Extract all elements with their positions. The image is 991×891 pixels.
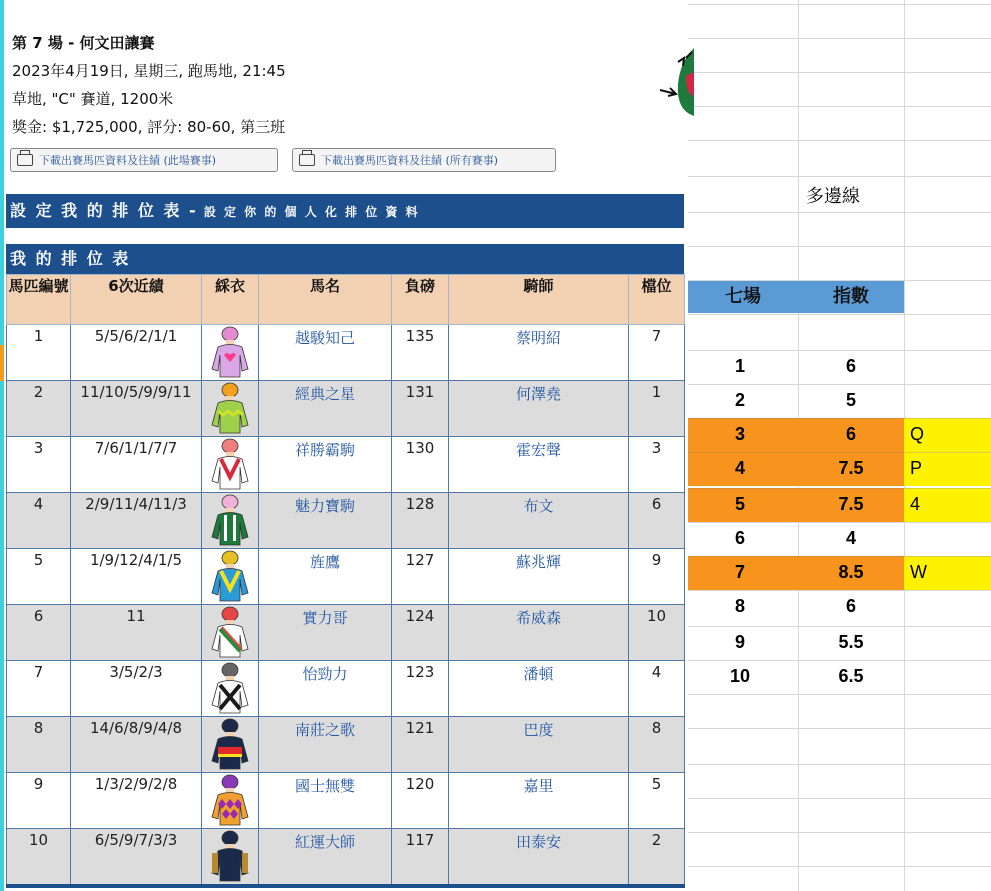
horse-jockey[interactable]: 何澤堯 <box>449 381 629 437</box>
sheet-race-cell[interactable]: 10 <box>729 666 751 686</box>
table-row <box>7 661 685 717</box>
sheet-mark-cell[interactable]: 4 <box>910 494 921 514</box>
table-row <box>7 437 685 493</box>
race-prize: 獎金: $1,725,000, 評分: 80-60, 第三班 <box>12 118 286 136</box>
jockey-silk-icon <box>208 381 252 435</box>
horse-name[interactable]: 南莊之歌 <box>259 717 392 773</box>
sheet-index-cell[interactable]: 7.5 <box>838 494 864 514</box>
col-draw[interactable]: 檔位 <box>629 275 685 325</box>
table-row <box>7 717 685 773</box>
horse-weight: 135 <box>392 325 449 381</box>
horse-no: 4 <box>7 493 71 549</box>
horse-draw: 4 <box>629 661 685 717</box>
table-row <box>7 605 685 661</box>
download-all-races-label: 下載出賽馬匹資料及往績 (所有賽事) <box>321 154 499 167</box>
table-row <box>7 829 685 887</box>
horse-jockey[interactable]: 布文 <box>449 493 629 549</box>
horse-silk <box>202 717 259 773</box>
sheet-race-cell[interactable]: 3 <box>734 424 745 444</box>
horse-name[interactable]: 經典之星 <box>259 381 392 437</box>
sheet-race-cell[interactable]: 7 <box>734 562 745 582</box>
jockey-silk-icon <box>208 605 252 659</box>
table-row <box>7 493 685 549</box>
table-header-row <box>7 275 685 325</box>
horse-no: 5 <box>7 549 71 605</box>
sheet-header-race[interactable]: 七場 <box>688 281 798 313</box>
selection-edge <box>0 0 4 891</box>
sheet-mark-cell[interactable]: P <box>910 458 923 478</box>
table-row <box>7 773 685 829</box>
horse-silk <box>202 549 259 605</box>
horse-no: 6 <box>7 605 71 661</box>
horse-weight: 131 <box>392 381 449 437</box>
col-form[interactable]: 6次近績 <box>71 275 202 325</box>
horse-silk <box>202 773 259 829</box>
horse-no: 10 <box>7 829 71 887</box>
sheet-index-cell[interactable]: 8.5 <box>838 562 864 582</box>
horse-weight: 127 <box>392 549 449 605</box>
horse-jockey[interactable]: 霍宏聲 <box>449 437 629 493</box>
horse-name[interactable]: 越駿知己 <box>259 325 392 381</box>
multi-line-label[interactable]: 多邊線 <box>806 186 860 207</box>
race-title: 第 7 場 - 何文田讓賽 <box>12 34 155 52</box>
jockey-club-logo-icon <box>656 44 694 116</box>
sheet-race-cell[interactable]: 4 <box>734 458 745 478</box>
col-silk[interactable]: 綵衣 <box>202 275 259 325</box>
horse-name[interactable]: 紅運大師 <box>259 829 392 887</box>
horse-no: 8 <box>7 717 71 773</box>
horse-jockey[interactable]: 蘇兆輝 <box>449 549 629 605</box>
jockey-silk-icon <box>208 325 252 379</box>
horse-name[interactable]: 實力哥 <box>259 605 392 661</box>
my-table-banner: 我 的 排 位 表 <box>6 244 684 274</box>
table-row <box>7 549 685 605</box>
horse-form: 11/10/5/9/9/11 <box>71 381 202 437</box>
horse-silk <box>202 437 259 493</box>
sheet-mark-cell[interactable]: Q <box>910 424 925 444</box>
horse-silk <box>202 381 259 437</box>
table-row <box>7 381 685 437</box>
sheet-race-cell[interactable]: 6 <box>734 528 745 548</box>
horse-weight: 120 <box>392 773 449 829</box>
col-weight[interactable]: 負磅 <box>392 275 449 325</box>
horse-form: 14/6/8/9/4/8 <box>71 717 202 773</box>
horse-name[interactable]: 國士無雙 <box>259 773 392 829</box>
download-all-races-button[interactable] <box>292 148 556 172</box>
horse-jockey[interactable]: 希威森 <box>449 605 629 661</box>
jockey-silk-icon <box>208 437 252 491</box>
horse-weight: 123 <box>392 661 449 717</box>
horse-silk <box>202 493 259 549</box>
sheet-index-cell[interactable]: 6.5 <box>838 666 864 686</box>
horse-form: 1/3/2/9/2/8 <box>71 773 202 829</box>
horse-draw: 8 <box>629 717 685 773</box>
horse-form: 11 <box>71 605 202 661</box>
horse-jockey[interactable]: 蔡明紹 <box>449 325 629 381</box>
horse-jockey[interactable]: 嘉里 <box>449 773 629 829</box>
horse-form: 5/5/6/2/1/1 <box>71 325 202 381</box>
horse-form: 2/9/11/4/11/3 <box>71 493 202 549</box>
horse-weight: 121 <box>392 717 449 773</box>
jockey-silk-icon <box>208 549 252 603</box>
sheet-race-cell[interactable]: 8 <box>734 596 745 616</box>
row-marker <box>0 345 4 381</box>
horse-draw: 9 <box>629 549 685 605</box>
jockey-silk-icon <box>208 717 252 771</box>
horse-name[interactable]: 怡勁力 <box>259 661 392 717</box>
horse-no: 1 <box>7 325 71 381</box>
sheet-header-index[interactable]: 指數 <box>798 281 904 313</box>
horse-silk <box>202 829 259 887</box>
horse-name[interactable]: 祥勝霸駒 <box>259 437 392 493</box>
horse-weight: 117 <box>392 829 449 887</box>
horse-jockey[interactable]: 巴度 <box>449 717 629 773</box>
jockey-silk-icon <box>208 493 252 547</box>
settings-banner[interactable] <box>6 194 684 228</box>
horse-no: 3 <box>7 437 71 493</box>
col-jockey[interactable]: 騎師 <box>449 275 629 325</box>
download-this-race-button[interactable] <box>10 148 278 172</box>
col-horse-no[interactable]: 馬匹編號 <box>7 275 71 325</box>
jockey-silk-icon <box>208 829 252 883</box>
horse-form: 7/6/1/1/7/7 <box>71 437 202 493</box>
settings-banner-title: 設 定 我 的 排 位 表 - <box>10 201 198 220</box>
race-track: 草地, "C" 賽道, 1200米 <box>12 90 174 108</box>
sheet-index-cell[interactable]: 5 <box>845 390 856 410</box>
jockey-silk-icon <box>208 661 252 715</box>
sheet-index-cell[interactable]: 6 <box>845 356 856 376</box>
horse-table <box>6 274 685 888</box>
sheet-index-cell[interactable]: 6 <box>845 424 856 444</box>
sheet-mark-cell[interactable]: W <box>910 562 927 582</box>
horse-name[interactable]: 旌鷹 <box>259 549 392 605</box>
settings-banner-subtitle: 設 定 你 的 個 人 化 排 位 資 料 <box>197 205 420 219</box>
sheet-index-cell[interactable]: 4 <box>845 528 856 548</box>
horse-jockey[interactable]: 潘頓 <box>449 661 629 717</box>
horse-silk <box>202 661 259 717</box>
printer-icon <box>17 154 33 166</box>
sheet-race-cell[interactable]: 1 <box>734 356 745 376</box>
horse-form: 6/5/9/7/3/3 <box>71 829 202 887</box>
table-row <box>7 325 685 381</box>
horse-form: 3/5/2/3 <box>71 661 202 717</box>
download-this-race-label: 下載出賽馬匹資料及往績 (此場賽事) <box>39 154 217 167</box>
horse-draw: 3 <box>629 437 685 493</box>
sheet-index-cell[interactable]: 6 <box>845 596 856 616</box>
horse-no: 2 <box>7 381 71 437</box>
horse-no: 9 <box>7 773 71 829</box>
horse-table-body <box>7 325 685 887</box>
sheet-race-cell[interactable]: 2 <box>734 390 745 410</box>
jockey-silk-icon <box>208 773 252 827</box>
horse-draw: 2 <box>629 829 685 887</box>
horse-weight: 128 <box>392 493 449 549</box>
race-date: 2023年4月19日, 星期三, 跑馬地, 21:45 <box>12 62 286 80</box>
horse-name[interactable]: 魅力寶駒 <box>259 493 392 549</box>
horse-silk <box>202 325 259 381</box>
horse-no: 7 <box>7 661 71 717</box>
horse-draw: 1 <box>629 381 685 437</box>
sheet-race-cell[interactable]: 5 <box>734 494 745 514</box>
horse-jockey[interactable]: 田泰安 <box>449 829 629 887</box>
horse-weight: 130 <box>392 437 449 493</box>
sheet-index-cell[interactable]: 7.5 <box>838 458 864 478</box>
sheet-race-cell[interactable]: 9 <box>734 632 745 652</box>
horse-silk <box>202 605 259 661</box>
horse-form: 1/9/12/4/1/5 <box>71 549 202 605</box>
horse-draw: 10 <box>629 605 685 661</box>
horse-draw: 6 <box>629 493 685 549</box>
horse-draw: 5 <box>629 773 685 829</box>
horse-weight: 124 <box>392 605 449 661</box>
col-horse-name[interactable]: 馬名 <box>259 275 392 325</box>
printer-icon <box>299 154 315 166</box>
horse-draw: 7 <box>629 325 685 381</box>
sheet-index-cell[interactable]: 5.5 <box>838 632 864 652</box>
